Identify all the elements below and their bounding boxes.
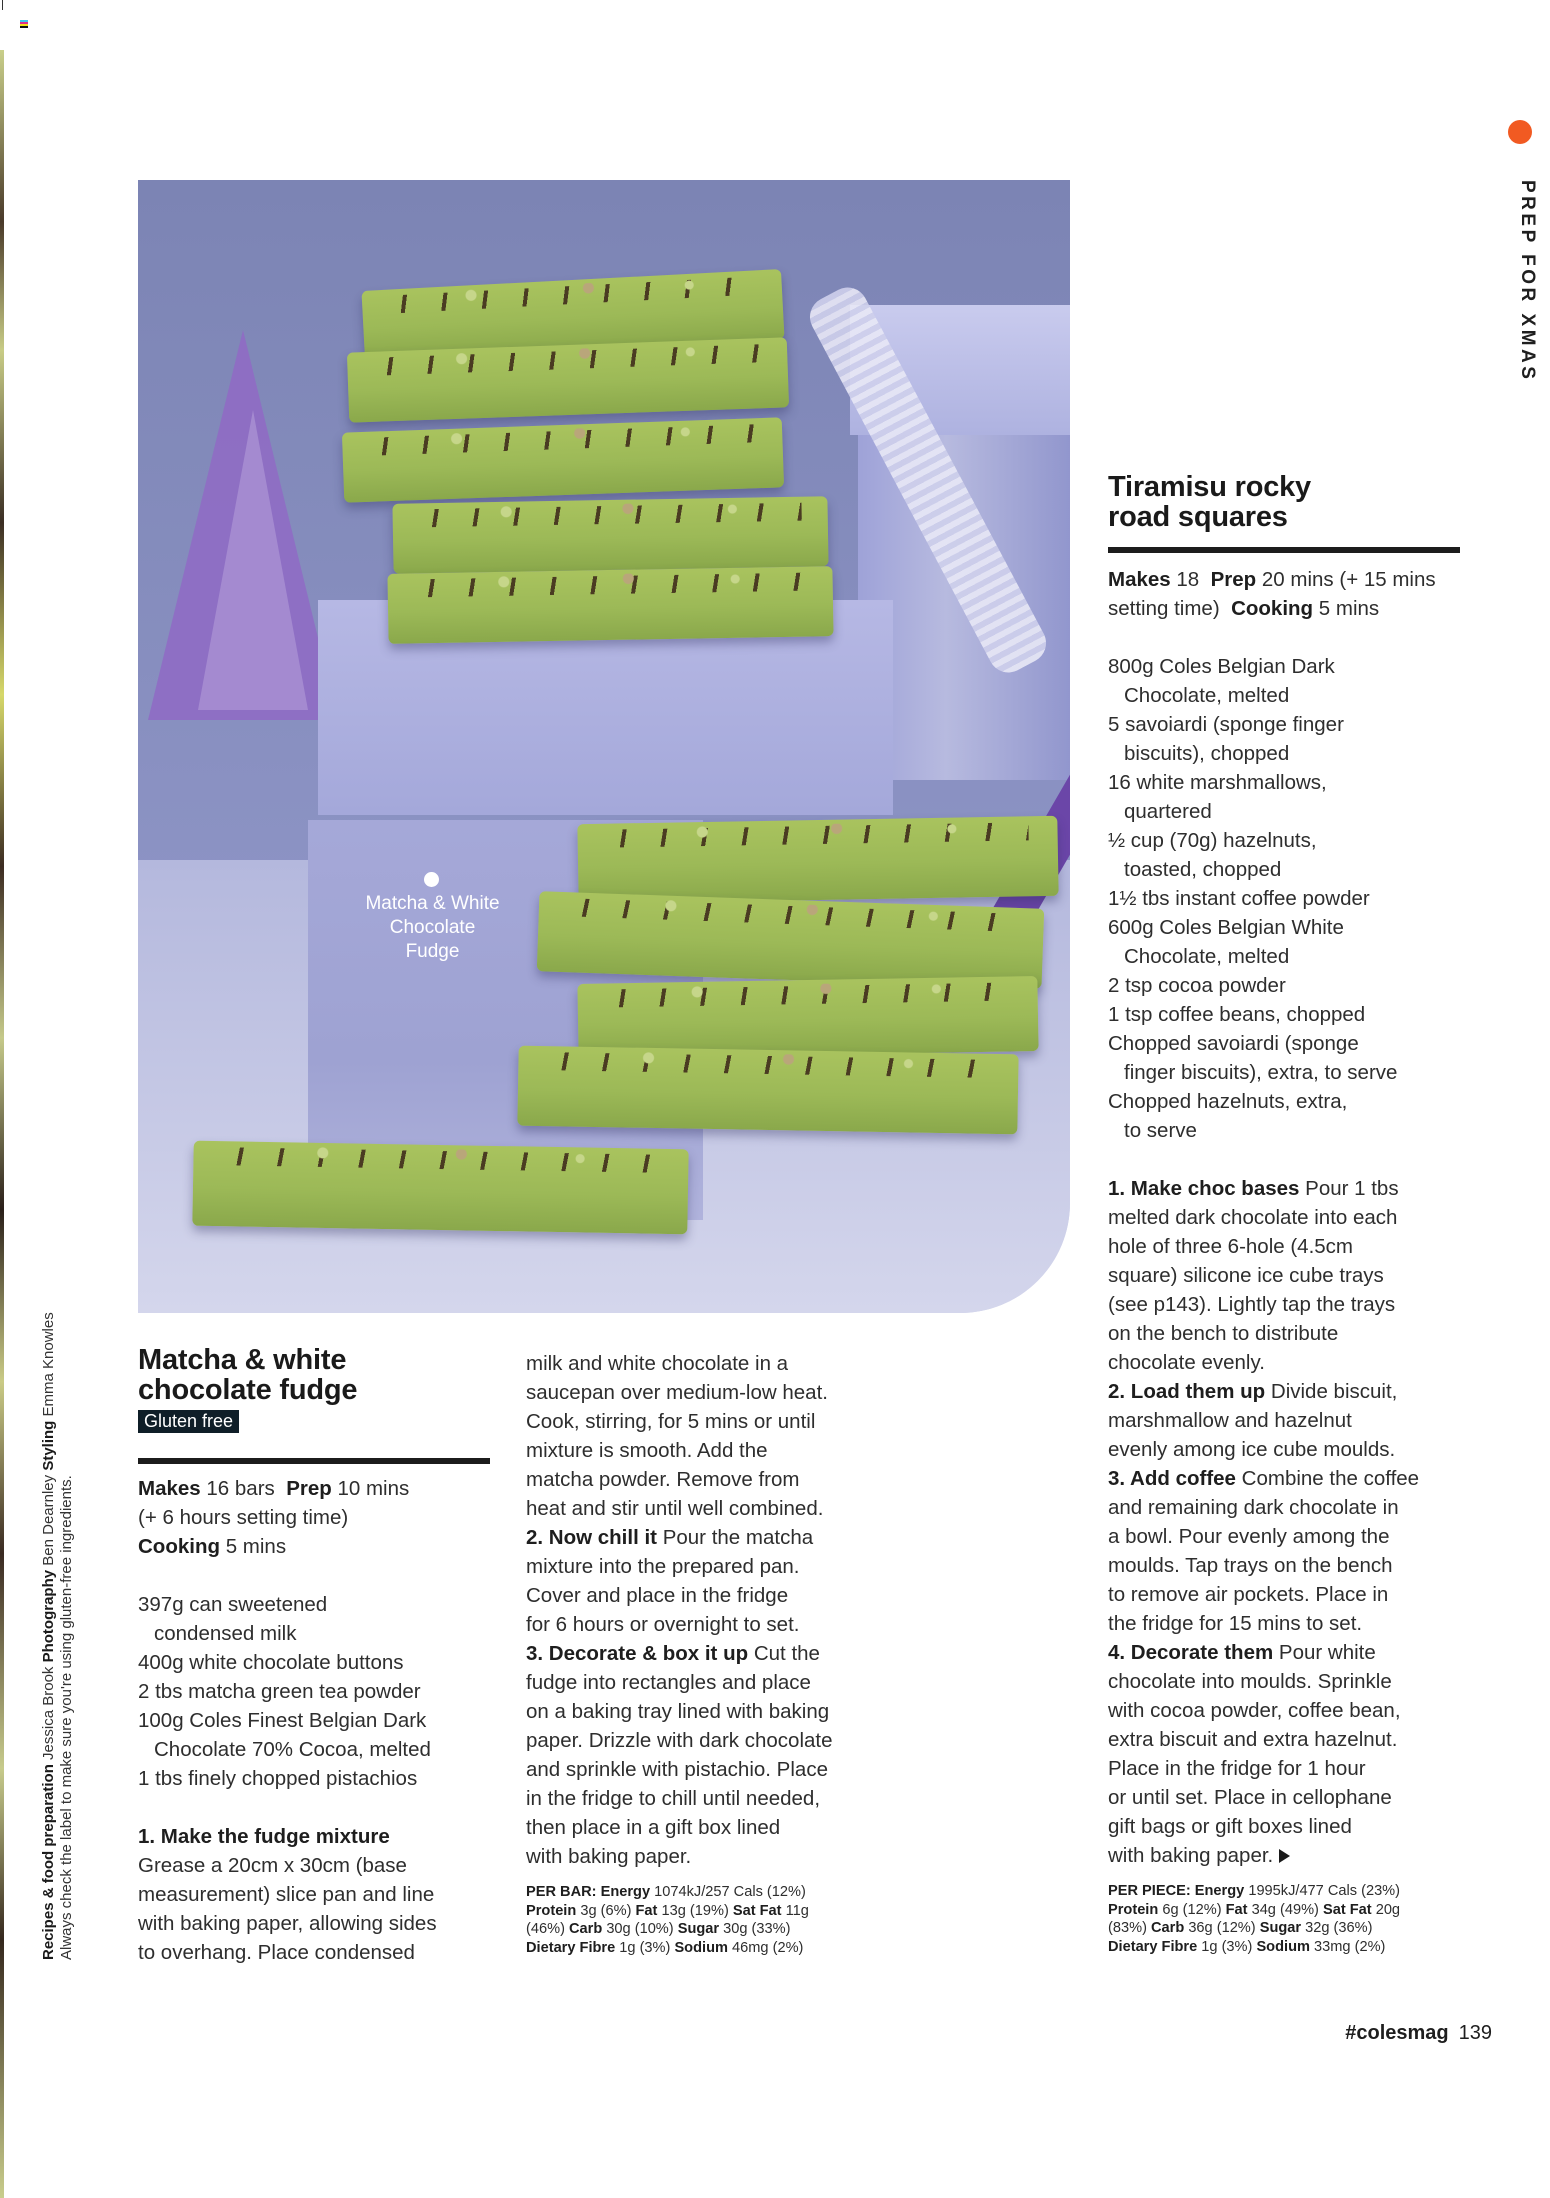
section-tag bbox=[1516, 180, 1538, 383]
ingredient-item: Chopped hazelnuts, extra, bbox=[1108, 1090, 1348, 1113]
nutrition-info: PER BAR: Energy 1074kJ/257 Cals (12%) Protein 3g (6%) Fat 13g (19%) Sat Fat 11g (46%) Carb 30g (10%) Sugar 30g (33%) Dietary Fibre 1g (3%) Sodium 46mg (2%) bbox=[526, 1884, 809, 1956]
matcha-recipe-column-1 bbox=[138, 1345, 498, 1967]
gluten-free-note: Always check the label to make sure you're using gluten-free ingredients. bbox=[58, 1475, 75, 1960]
ingredient-item: 1½ tbs instant coffee powder bbox=[1108, 887, 1370, 910]
hashtag: #colesmag bbox=[1345, 2022, 1449, 2044]
title-rule bbox=[1108, 547, 1460, 553]
tiramisu-recipe-column bbox=[1108, 472, 1488, 1956]
method-step-3: 3. Add coffee Combine the coffee and remaining dark chocolate in a bowl. Pour evenly among the moulds. Tap trays on the bench to remove air pockets. Place in the fridge for 15 mins to set. bbox=[1108, 1467, 1420, 1635]
method-step-4: 4. Decorate them Pour white chocolate into moulds. Sprinkle with cocoa powder, coffee bean, extra biscuit and extra hazelnut. Place in the fridge for 1 hour or until set. Place in cellophane gift bags or gift boxes lined with baking paper. bbox=[1108, 1641, 1401, 1867]
ingredient-item: 2 tsp cocoa powder bbox=[1108, 974, 1286, 997]
fudge-bar bbox=[577, 976, 1038, 1059]
photo-label-dot-icon bbox=[424, 872, 439, 887]
registration-mark bbox=[20, 20, 28, 28]
continue-arrow-icon bbox=[1279, 1849, 1290, 1863]
photo-caption: Matcha & White Chocolate Fudge bbox=[365, 893, 500, 962]
gluten-free-badge: Gluten free bbox=[138, 1410, 239, 1433]
section-tag-text: PREP FOR XMAS bbox=[1517, 180, 1538, 383]
ingredient-item: 1 tbs finely chopped pistachios bbox=[138, 1767, 418, 1790]
recipe-photo bbox=[138, 180, 1070, 1313]
ingredient-item: 1 tsp coffee beans, chopped bbox=[1108, 1003, 1366, 1026]
fudge-bar bbox=[392, 496, 828, 574]
method-step-1: 1. Make the fudge mixture Grease a 20cm x 30cm (base measurement) slice pan and line with baking paper, allowing sides to overhang. Place condensed bbox=[138, 1825, 437, 1964]
title-rule bbox=[138, 1458, 490, 1464]
photo-credits: Recipes & food preparation Jessica Brook Photography Ben Dearnley Styling Emma Knowles Always check the label to make sure you're using gluten-free ingredients. bbox=[40, 1215, 80, 1960]
fudge-bar bbox=[517, 1046, 1018, 1135]
method-step-2: 2. Now chill it Pour the matcha mixture into the prepared pan. Cover and place in the fridge for 6 hours or overnight to set. bbox=[526, 1526, 814, 1636]
page-number: 139 bbox=[1458, 2022, 1492, 2044]
ingredient-item: 16 white marshmallows, bbox=[1108, 771, 1327, 794]
matcha-recipe-title: Matcha & white chocolate fudge bbox=[138, 1344, 358, 1406]
paper-tree-highlight bbox=[198, 410, 308, 710]
method-step-1: 1. Make choc bases Pour 1 tbs melted dark chocolate into each hole of three 6-hole (4.5cm square) silicone ice cube trays (see p143). Lightly tap the trays on the bench to distribute chocolate evenly. bbox=[1108, 1177, 1399, 1374]
page-footer bbox=[1345, 2022, 1492, 2045]
fudge-bar bbox=[577, 816, 1058, 904]
ingredient-item: 600g Coles Belgian White bbox=[1108, 916, 1344, 939]
ingredients-list: 397g can sweetened condensed milk 400g white chocolate buttons 2 tbs matcha green tea powder 100g Coles Finest Belgian Dark Chocolate 70% Cocoa, melted 1 tbs finely chopped pistachios bbox=[138, 1590, 498, 1793]
recipe-meta: Makes 16 bars Prep 10 mins (+ 6 hours setting time) Cooking 5 mins bbox=[138, 1477, 410, 1558]
ingredient-item: 800g Coles Belgian Dark bbox=[1108, 655, 1335, 678]
ingredient-item: 400g white chocolate buttons bbox=[138, 1651, 404, 1674]
nutrition-info: PER PIECE: Energy 1995kJ/477 Cals (23%) Protein 6g (12%) Fat 34g (49%) Sat Fat 20g (83%) Carb 36g (12%) Sugar 32g (36%) Dietary Fibre 1g (3%) Sodium 33mg (2%) bbox=[1108, 1883, 1401, 1955]
section-dot-icon bbox=[1508, 120, 1532, 144]
method-step-3: 3. Decorate & box it up Cut the fudge into rectangles and place on a baking tray lined with baking paper. Drizzle with dark chocolate and sprinkle with pistachio. Place in the fridge to chill until needed, then place in a gift box lined with baking paper. bbox=[526, 1642, 833, 1868]
ingredients-list: 800g Coles Belgian Dark Chocolate, melted 5 savoiardi (sponge finger biscuits), chopped 16 white marshmallows, quartered ½ cup (70g) hazelnuts, toasted, chopped 1½ tbs instant coffee powder 600g Coles Belgian White Chocolate, melted 2 tsp cocoa powder 1 tsp coffee beans, chopped Chopped savoiardi (sponge finger biscuits), extra, to serve Chopped hazelnuts, extra, to serve bbox=[1108, 652, 1488, 1145]
ingredient-item: ½ cup (70g) hazelnuts, bbox=[1108, 829, 1317, 852]
recipe-meta: Makes 18 Prep 20 mins (+ 15 mins setting time) Cooking 5 mins bbox=[1108, 568, 1436, 620]
fudge-bar bbox=[387, 566, 833, 644]
ingredient-item: Chopped savoiardi (sponge bbox=[1108, 1032, 1359, 1055]
ingredient-item: 5 savoiardi (sponge finger bbox=[1108, 713, 1344, 736]
crop-mark bbox=[2, 0, 3, 10]
method-step-2: 2. Load them up Divide biscuit, marshmallow and hazelnut evenly among ice cube moulds. bbox=[1108, 1380, 1398, 1461]
tiramisu-recipe-title: Tiramisu rocky road squares bbox=[1108, 471, 1311, 533]
ingredient-item: 2 tbs matcha green tea powder bbox=[138, 1680, 421, 1703]
fudge-bar bbox=[192, 1141, 688, 1235]
ingredient-item: 100g Coles Finest Belgian Dark bbox=[138, 1709, 427, 1732]
matcha-recipe-column-2: milk and white chocolate in a saucepan over medium-low heat. Cook, stirring, for 5 mins or until mixture is smooth. Add the matcha powder. Remove from heat and stir until well combined. 2. Now chill it Pour the matcha mixture into the prepared pan. Cover and place in the fridge for 6 hours or overnight to set. 3. Decorate & box it up Cut the fudge into rectangles and place on a baking tray lined with baking paper. Drizzle with dark chocolate and sprinkle with pistachio. Place in the fridge to chill until needed, then place in a gift box lined with baking paper. PER BAR: Energy 1074kJ/257 Cals (12%) Protein 3g (6%) Fat 13g (19%) Sat Fat 11g (46%) Carb 30g (10%) Sugar 30g (33%) Dietary Fibre 1g (3%) Sodium 46mg (2%) bbox=[526, 1349, 896, 1957]
ingredient-item: 397g can sweetened bbox=[138, 1593, 328, 1616]
adjacent-page-edge bbox=[0, 50, 4, 2198]
